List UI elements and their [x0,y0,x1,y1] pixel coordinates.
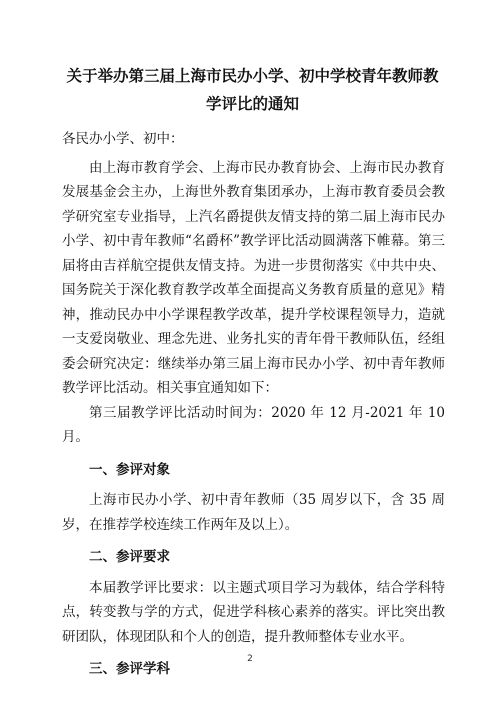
schedule-paragraph: 第三届教学评比活动时间为：2020 年 12 月-2021 年 10 月。 [62,404,445,445]
section-text-participants: 上海市民办小学、初中青年教师（35 周岁以下，含 35 周岁，在推荐学校连续工作两年及以上）。 [62,492,445,533]
document-title: 关于举办第三届上海市民办小学、初中学校青年教师教学评比的通知 [66,67,439,113]
salutation: 各民办小学、初中： [62,131,184,147]
section-heading-participants: 一、参评对象 [89,461,170,478]
section-text-requirements: 本届教学评比要求：以主题式项目学习为载体，结合学科特点，转变教与学的方式，促进学科核心素养的落实。评比突出教研团队，体现团队和个人的创造，提升教师整体专业水平。 [62,579,445,645]
document-body [62,127,445,688]
page-number: 2 [247,654,253,664]
section-heading-subjects: 三、参评学科 [89,661,170,677]
intro-paragraph: 由上海市教育学会、上海市民办教育协会、上海市民办教育发展基金会主办，上海世外教育集团承办，上海市教育委员会教学研究室专业指导，上汽名爵提供友情支持的第二届上海市民办小学、初中青年教师“名爵杯”教学评比活动圆满落下帷幕。第三届将由吉祥航空提供友情支持。为进一步贯彻落实《中共中央、国务院关于深化教育教学改革全面提高义务教育质量的意见》精神，推动民办中小学课程教学改革，提升学校课程领导力，造就一支爱岗敬业、理念先进、业务扎实的青年骨干教师队伍，经组委会研究决定：继续举办第三届上海市民办小学、初中青年教师教学评比活动。相关事宜通知如下： [62,159,445,396]
section-heading-requirements: 二、参评要求 [89,549,170,565]
